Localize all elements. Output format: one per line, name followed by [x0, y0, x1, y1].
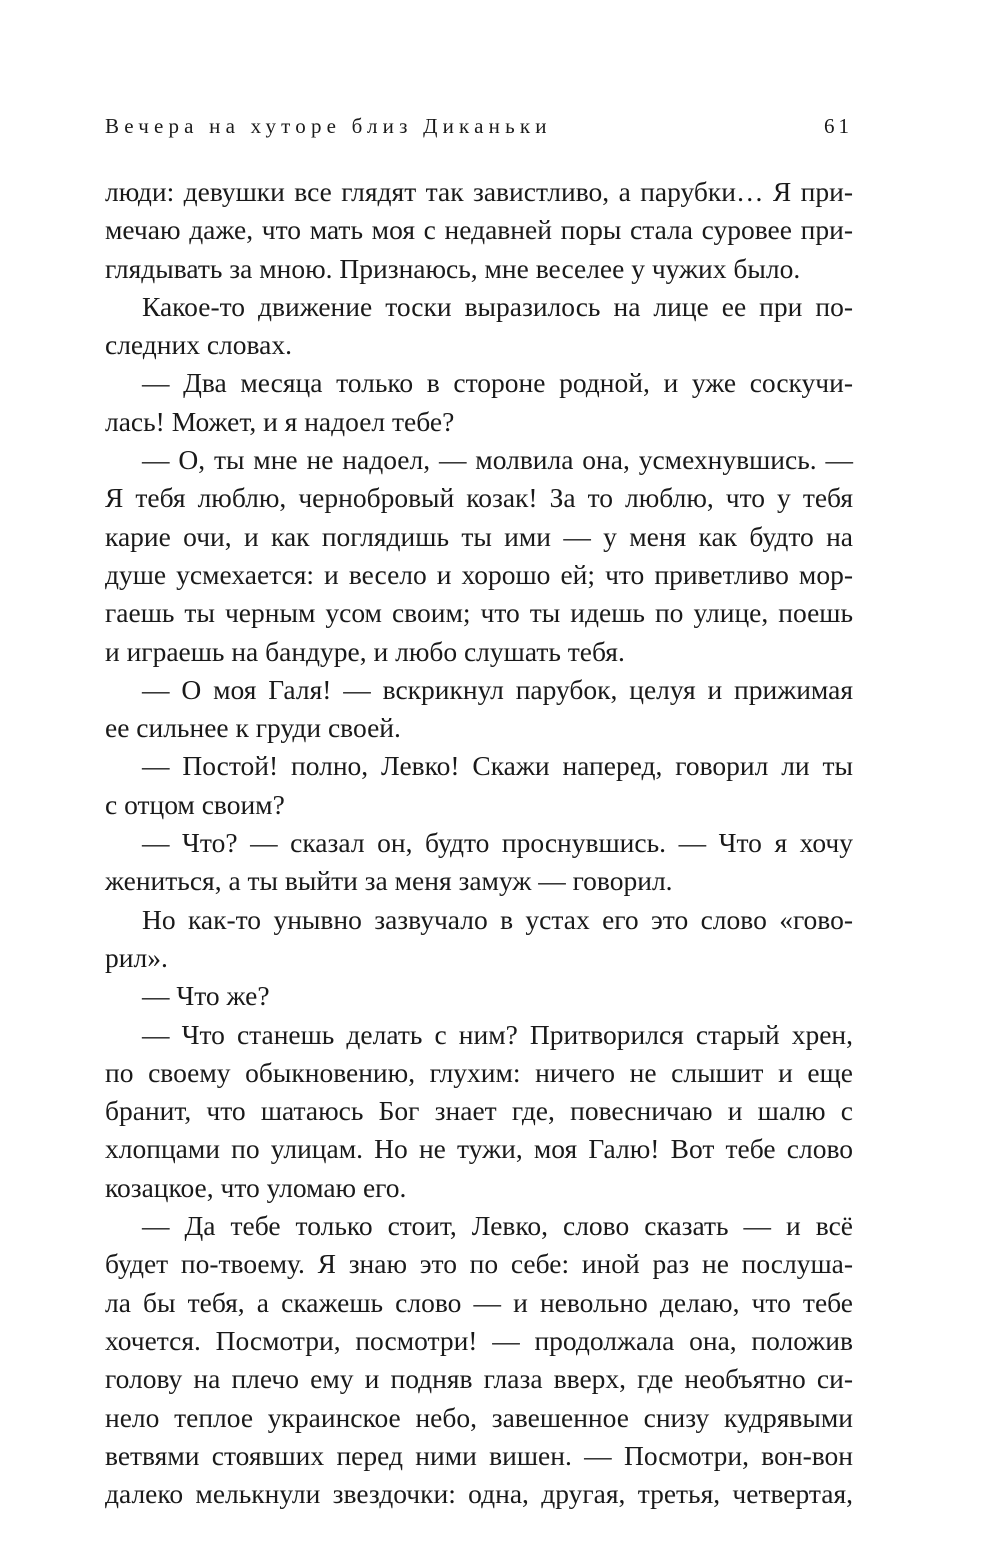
text-line: ла бы тебя, а скажешь слово — и невольно делаю, что тебе — [105, 1286, 853, 1318]
text-line: гаешь ты черным усом своим; что ты идешь по улице, поешь — [105, 597, 853, 629]
text-line: далеко мелькнули звездочки: одна, другая, третья, четвертая, — [105, 1478, 853, 1510]
text-line: с отцом своим? — [105, 788, 285, 820]
text-line: нело теплое украинское небо, завешенное снизу кудрявыми — [105, 1401, 853, 1433]
text-line: — О, ты мне не надоел, — молвила она, усмехнувшись. — — [142, 444, 853, 476]
text-line: — О моя Галя! — вскрикнул парубок, целуя и прижимая — [142, 673, 853, 705]
text-line: будет по-твоему. Я знаю это по себе: иной раз не послуша- — [105, 1248, 853, 1280]
text-line: люди: девушки все глядят так завистливо, а парубки… Я при- — [105, 176, 853, 207]
text-line: душе усмехается: и весело и хорошо ей; что приветливо мор- — [105, 558, 853, 590]
text-line: — Да тебе только стоит, Левко, слово сказать — и всё — [142, 1210, 853, 1242]
running-title: Вечера на хуторе близ Диканьки — [105, 114, 552, 138]
text-line: — Что же? — [142, 980, 270, 1012]
text-line: — Что станешь делать с ним? Притворился старый хрен, — [142, 1018, 853, 1050]
text-line: ветвями стоявших перед ними вишен. — Посмотри, вон-вон — [105, 1439, 853, 1471]
text-line: Я тебя люблю, чернобровый козак! За то люблю, что у тебя — [105, 482, 853, 514]
text-line: хлопцами по улицам. Но не тужи, моя Галю! Вот тебе слово — [105, 1133, 853, 1165]
text-line: рил». — [105, 941, 168, 973]
text-line: ее сильнее к груди своей. — [105, 712, 401, 744]
text-line: бранит, что шатаюсь Бог знает где, повесничаю и шалю с — [105, 1095, 853, 1127]
page-number: 61 — [824, 114, 853, 138]
text-line: — Два месяца только в стороне родной, и уже соскучи- — [142, 367, 853, 399]
text-line: хочется. Посмотри, посмотри! — продолжала она, положив — [105, 1324, 853, 1356]
text-line: следних словах. — [105, 329, 292, 361]
text-line: карие очи, и как поглядишь ты ими — у меня как будто на — [105, 520, 853, 552]
text-line: Какое-то движение тоски выразилось на лице ее при по- — [142, 290, 853, 322]
text-line: жениться, а ты выйти за меня замуж — говорил. — [105, 865, 673, 897]
text-line: глядывать за мною. Признаюсь, мне веселее у чужих было. — [105, 252, 801, 284]
text-line: голову на плечо ему и подняв глаза вверх, где необъятно си- — [105, 1363, 853, 1395]
text-line: — Что? — сказал он, будто проснувшись. — Что я хочу — [142, 827, 853, 859]
text-line: лась! Может, и я надоел тебе? — [105, 405, 455, 437]
text-line: по своему обыкновению, глухим: ничего не слышит и еще — [105, 1056, 853, 1088]
text-line: — Постой! полно, Левко! Скажи наперед, говорил ли ты — [142, 750, 853, 782]
page-header — [105, 114, 853, 154]
text-line: мечаю даже, что мать моя с недавней поры стала суровее при- — [105, 214, 853, 246]
body-text — [105, 173, 853, 1513]
text-line: и играешь на бандуре, и любо слушать тебя. — [105, 635, 625, 667]
text-line: козацкое, что уломаю его. — [105, 1171, 407, 1203]
text-line: Но как-то унывно зазвучало в устах его это слово «гово- — [142, 903, 853, 935]
